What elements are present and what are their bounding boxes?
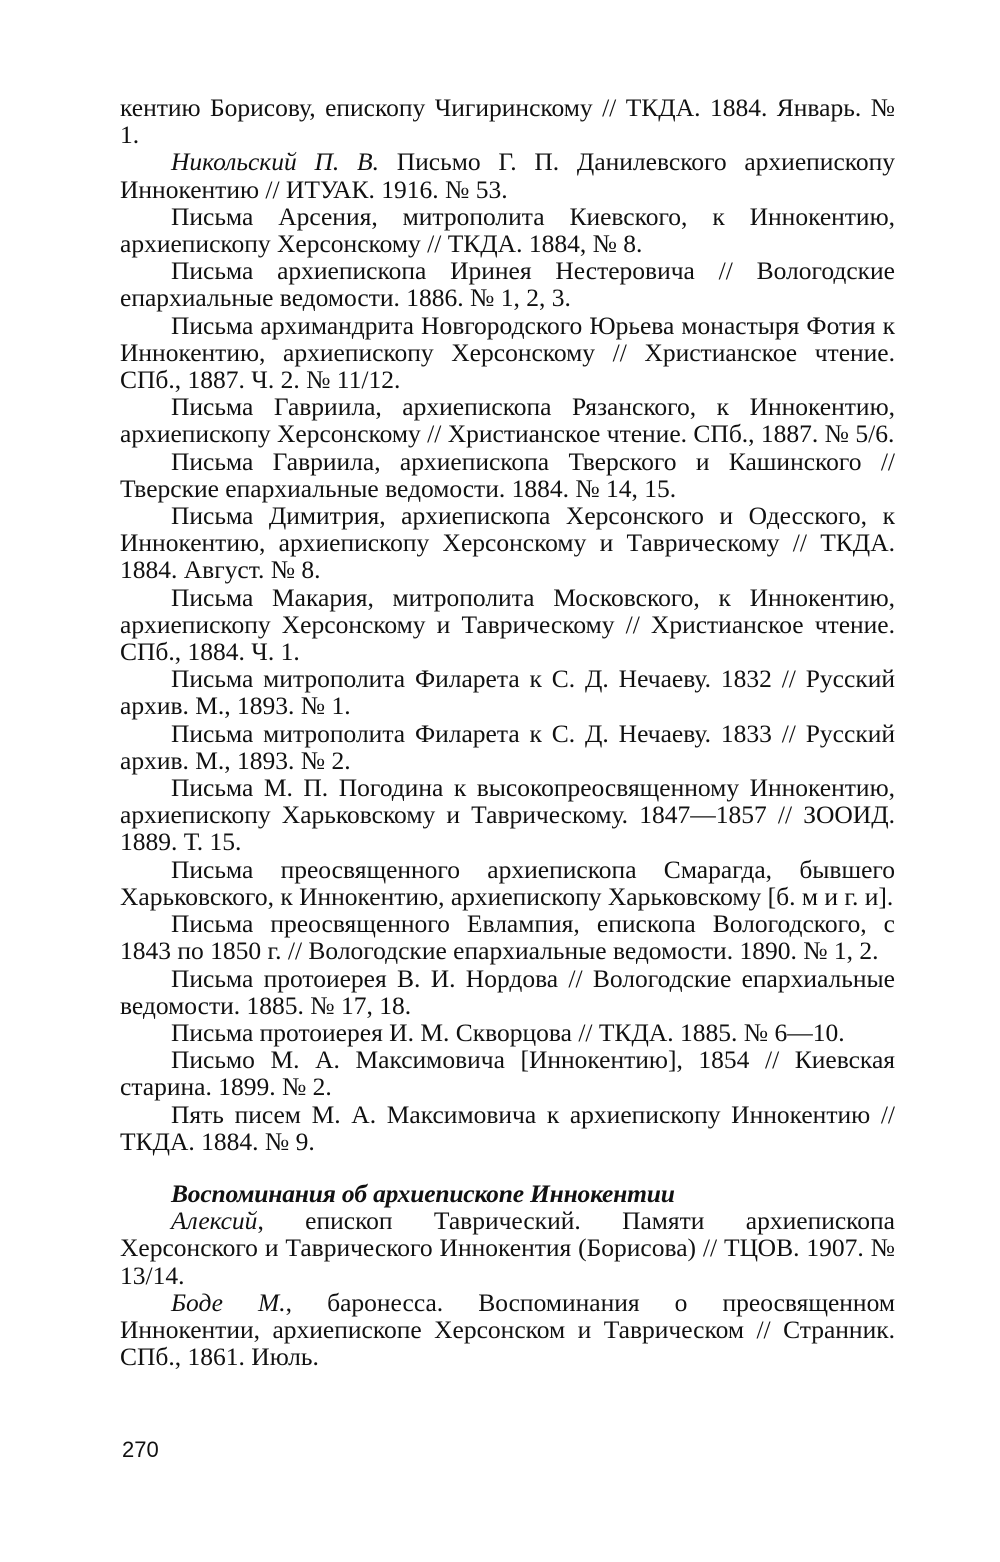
bibliography-entry: Письма протоиерея И. М. Скворцова // ТКДА. 1885. № 6—10. <box>171 1017 845 1047</box>
bibliography-entry: Письма Арсения, митрополита Киевского, к Иннокентию, архиепископу Херсонскому // ТКДА. 1884, № 8. <box>120 201 895 259</box>
section-heading: Воспоминания об архиепископе Иннокентии <box>171 1178 675 1208</box>
page-number: 270 <box>122 1437 159 1462</box>
entry-author: Алексий <box>171 1206 258 1236</box>
document-body <box>120 94 895 1370</box>
bibliography-entry: Письма Гавриила, архиепископа Тверского и Кашинского // Тверские епархиальные ведомости. 1884. № 14, 15. <box>120 446 895 503</box>
bibliography-entry: Письма митрополита Филарета к С. Д. Нечаеву. 1833 // Русский архив. М., 1893. № 2. <box>120 718 895 775</box>
bibliography-entry: Письма протоиерея В. И. Нордова // Вологодские епархиальные ведомости. 1885. № 17, 18. <box>120 963 895 1020</box>
bibliography-entry: Пять писем М. А. Максимовича к архиепископу Иннокентию // ТКДА. 1884. № 9. <box>120 1099 895 1156</box>
entry-text: Письмо Г. П. Данилевского архиепископу Иннокентию // ИТУАК. 1916. № 53. <box>120 147 895 204</box>
entry-author: Боде М. <box>171 1287 286 1317</box>
bibliography-entry: Письма преосвященного архиепископа Смарагда, бывшего Харьковского, к Иннокентию, архиепископу Харьковскому [б. м и г. и]. <box>120 854 895 911</box>
entry-continuation: кентию Борисову, епископу Чигиринскому // ТКДА. 1884. Январь. № 1. <box>120 93 895 150</box>
bibliography-entry <box>120 1289 895 1371</box>
bibliography-entry <box>120 148 895 202</box>
bibliography-entry: Письма Димитрия, архиепископа Херсонского и Одесского, к Иннокентию, архиепископу Херсонскому и Таврическому // ТКДА. 1884. Август. № 8. <box>120 501 895 585</box>
bibliography-entry: Письма архиепископа Иринея Нестеровича // Вологодские епархиальные ведомости. 1886. № 1, 2, 3. <box>120 256 895 313</box>
bibliography-entry <box>120 1207 895 1289</box>
bibliography-entry: Письма архимандрита Новгородского Юрьева монастыря Фотия к Иннокентию, архиепископу Херсонскому // Христианское чтение. СПб., 1887. Ч. 2. № 11/12. <box>120 310 895 395</box>
bibliography-entry: Письма Гавриила, архиепископа Рязанского, к Иннокентию, архиепископу Херсонскому // Христианское чтение. СПб., 1887. № 5/6. <box>120 392 895 449</box>
entry-author: Никольский П. В. <box>171 147 379 177</box>
entry-text: , епископ Таврический. Памяти архиепископа Херсонского и Таврического Иннокентия (Борисова) // ТЦОВ. 1907. № 13/14. <box>120 1206 895 1290</box>
bibliography-entry: Письма Макария, митрополита Московского, к Иннокентию, архиепископу Херсонскому и Таврическому // Христианское чтение. СПб., 1884. Ч. 1. <box>120 582 895 667</box>
bibliography-entry: Письмо М. А. Максимовича [Иннокентию], 1854 // Киевская старина. 1899. № 2. <box>120 1045 895 1102</box>
entry-text: , баронесса. Воспоминания о преосвященном Иннокентии, архиепископе Херсонском и Таврическом // Странник. СПб., 1861. Июль. <box>120 1287 895 1372</box>
bibliography-entry: Письма митрополита Филарета к С. Д. Нечаеву. 1832 // Русский архив. М., 1893. № 1. <box>120 664 895 721</box>
bibliography-entry: Письма М. П. Погодина к высокопреосвященному Иннокентию, архиепископу Харьковскому и Таврическому. 1847—1857 // ЗООИД. 1889. Т. 15. <box>120 773 895 857</box>
bibliography-entry: Письма преосвященного Евлампия, епископа Вологодского, с 1843 по 1850 г. // Вологодские епархиальные ведомости. 1890. № 1, 2. <box>120 909 895 966</box>
